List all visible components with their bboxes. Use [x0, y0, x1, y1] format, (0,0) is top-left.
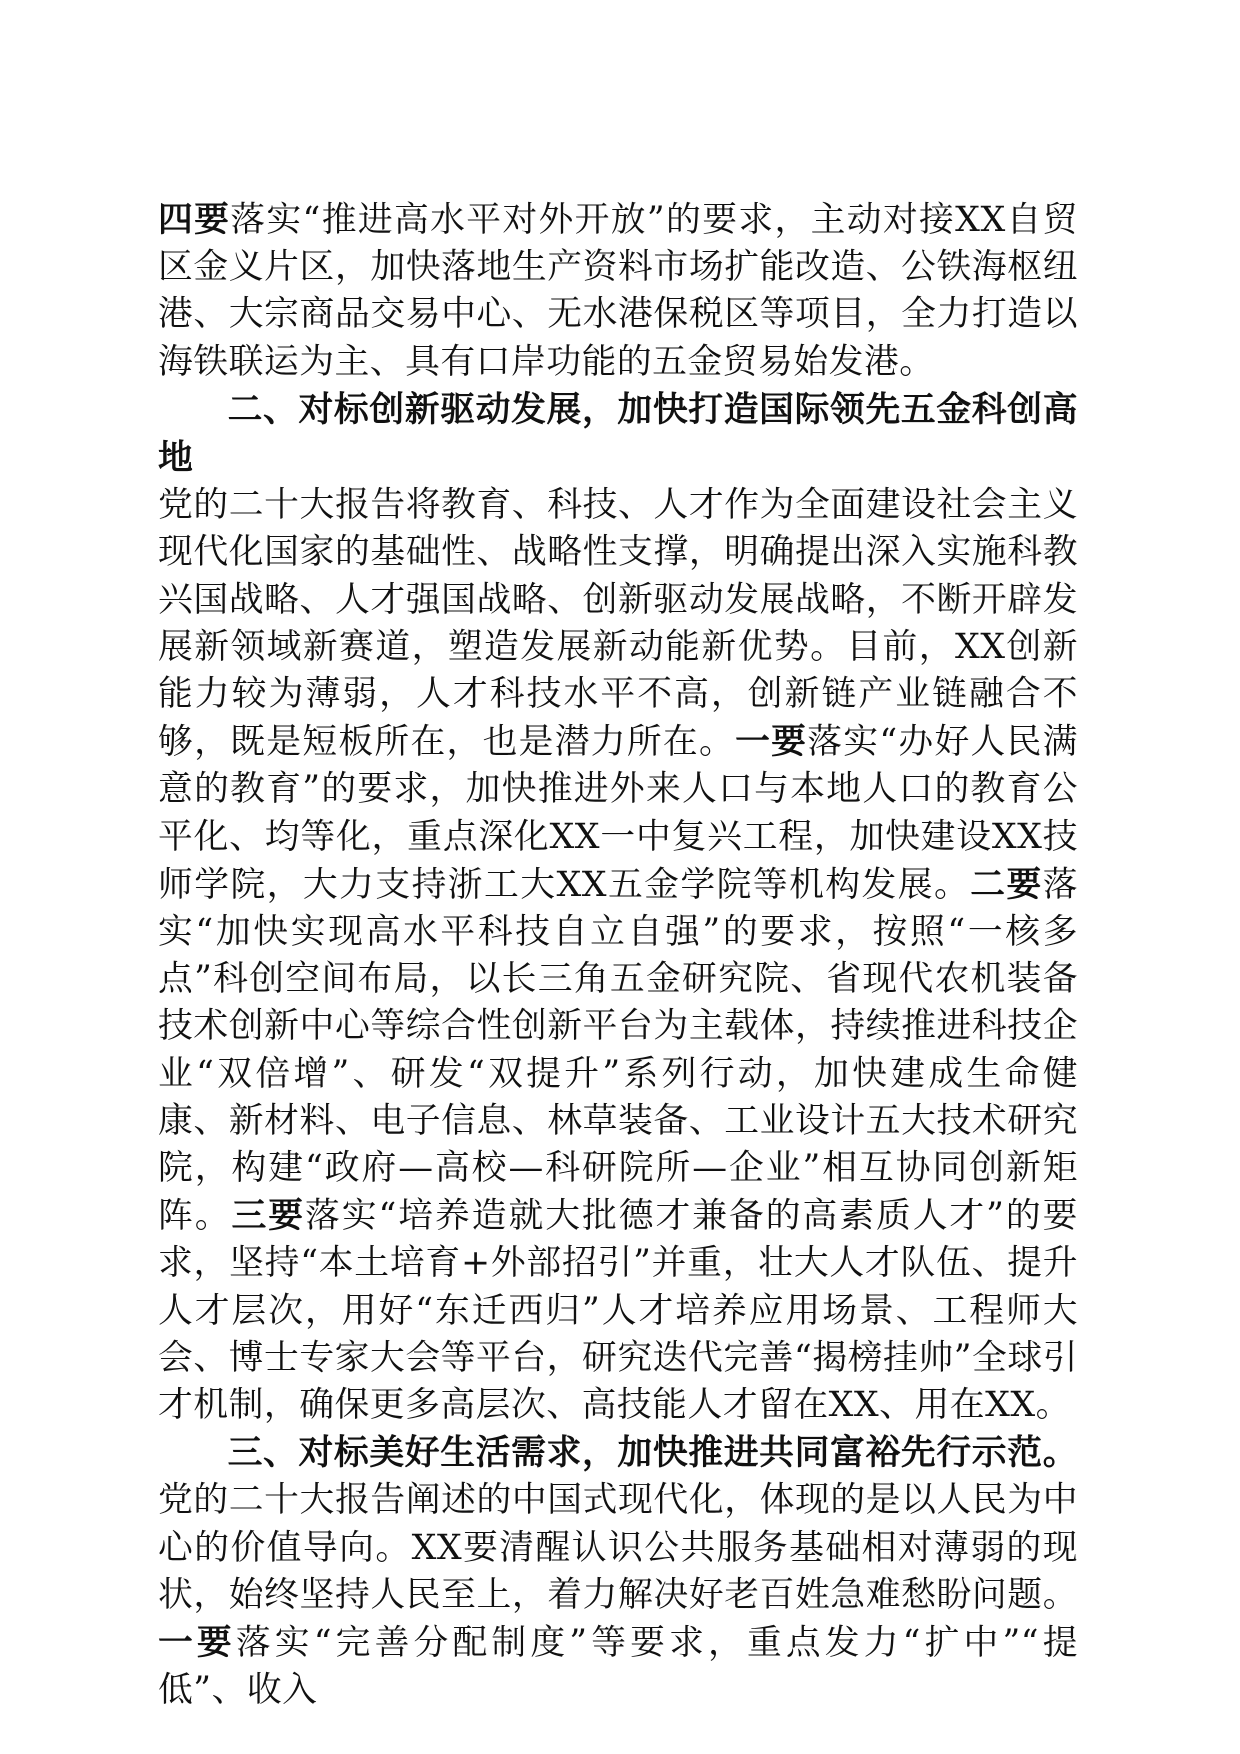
- document-page: [158, 196, 1078, 1715]
- paragraph-text: 落实“加快实现高水平科技自立自强”的要求，按照“一核多点”科创空间布局，以长三角五金研究院、省现代农机装备技术创新中心等综合性创新平台为主载体，持续推进科技企业“双倍增”、研发“双提升”系列行动，加快建成生命健康、新材料、电子信息、林草装备、工业设计五大技术研究院，构建“政府—高校—科研院所—企业”相互协同创新矩阵。: [158, 864, 1078, 1237]
- paragraph-text: 落实“办好人民满意的教育”的要求，加快推进外来人口与本地人口的教育公平化、均等化，重点深化XX一中复兴工程，加快建设XX技师学院，大力支持浙工大XX五金学院等机构发展。: [158, 722, 1078, 905]
- paragraph-text: 落实“推进高水平对外开放”的要求，主动对接XX自贸区金义片区，加快落地生产资料市场扩能改造、公铁海枢纽港、大宗商品交易中心、无水港保税区等项目，全力打造以海铁联运为主、具有口岸功能的五金贸易始发港。: [158, 200, 1078, 382]
- bold-lead-yi-yao: 一要: [158, 1622, 236, 1664]
- paragraph-common-prosperity: [158, 1429, 1078, 1714]
- paragraph-innovation-body: [158, 482, 1078, 1429]
- paragraph-four-requirements: [158, 196, 1078, 386]
- bold-lead-er-yao: 二要: [970, 863, 1043, 905]
- section-heading-text: 三、对标美好生活需求，加快推进共同富裕先行示范。: [227, 1432, 1078, 1474]
- section-heading-innovation: [158, 386, 1078, 482]
- paragraph-text: 党的二十大报告阐述的中国式现代化，体现的是以人民为中心的价值导向。XX要清醒认识公共服务基础相对薄弱的现状，始终坚持人民至上，着力解决好老百姓急难愁盼问题。: [158, 1480, 1078, 1615]
- paragraph-text: 落实“完善分配制度”等要求，重点发力“扩中”“提低”、收入: [158, 1623, 1078, 1711]
- paragraph-text: 落实“培养造就大批德才兼备的高素质人才”的要求，坚持“本土培育+外部招引”并重，壮大人才队伍、提升人才层次，用好“东迁西归”人才培养应用场景、工程师大会、博士专家大会等平台，研究迭代完善“揭榜挂帅”全球引才机制，确保更多高层次、高技能人才留在XX、用在XX。: [158, 1196, 1078, 1426]
- section-heading-text: 二、对标创新驱动发展，加快打造国际领先五金科创高地: [158, 388, 1078, 479]
- bold-lead-yi-yao: 一要: [735, 721, 808, 763]
- paragraph-text: 党的二十大报告将教育、科技、人才作为全面建设社会主义现代化国家的基础性、战略性支撑，明确提出深入实施科教兴国战略、人才强国战略、创新驱动发展战略，不断开辟发展新领域新赛道，塑造发展新动能新优势。目前，XX创新能力较为薄弱，人才科技水平不高，创新链产业链融合不够，既是短板所在，也是潜力所在。: [158, 485, 1078, 763]
- bold-lead-si-yao: 四要: [158, 199, 231, 240]
- bold-lead-san-yao: 三要: [231, 1195, 305, 1237]
